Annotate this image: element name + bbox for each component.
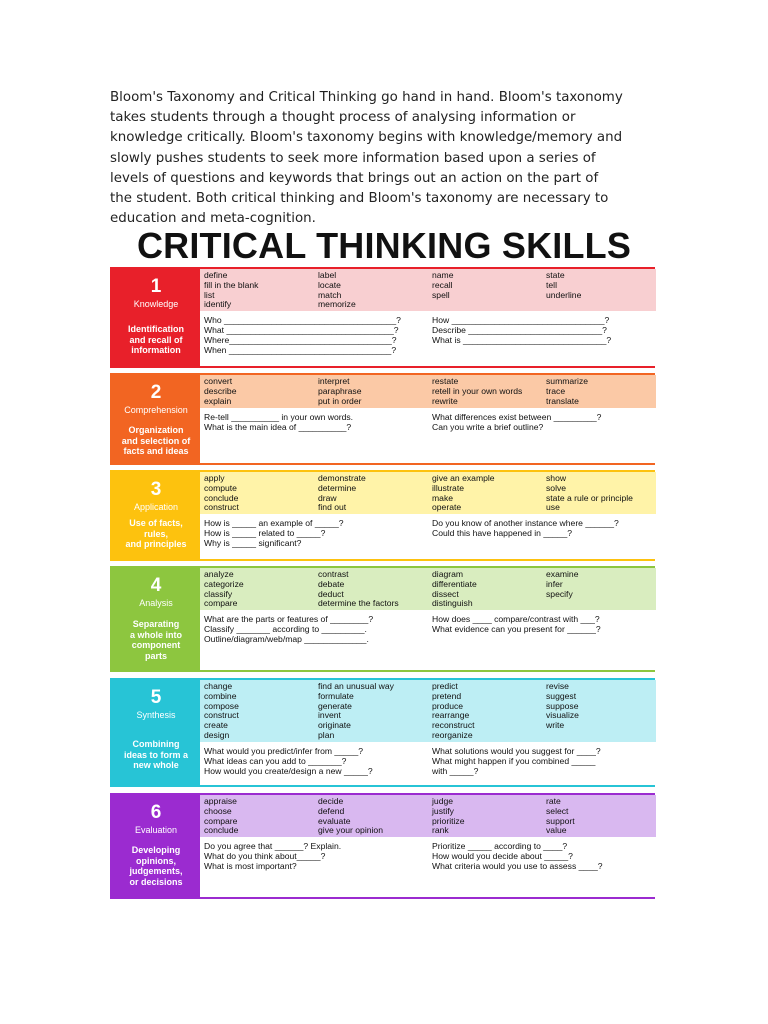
intro-line: Bloom's Taxonomy and Critical Thinking go hand in hand. Bloom's taxonomy [110,90,623,105]
description-line: and principles [125,539,187,549]
keyword: prioritize [432,815,465,826]
keyword: draw [318,492,337,503]
question: What criteria would you use to assess ____? [432,861,603,871]
description-line: opinions, [136,855,176,866]
keyword: dissect [432,588,459,599]
level-label [112,795,200,897]
question: How ________________________________? [432,315,610,325]
keyword [432,300,546,310]
keyword: identify [204,299,232,310]
question: What evidence can you present for ______? [432,624,601,634]
keyword: decide [318,796,344,806]
level-number: 6 [150,802,162,823]
level-content [200,472,656,559]
keyword: describe [204,385,237,396]
keyword: differentiate [432,578,477,589]
question: How would you decide about _____? [432,851,573,861]
keyword: compare [204,598,238,609]
question: Do you know of another instance where ______? [432,518,619,528]
question: What solutions would you suggest for ____? [432,746,601,756]
keyword: retell in your own words [432,385,523,396]
questions-right [432,841,656,895]
keyword: compute [204,482,237,493]
keyword: illustrate [432,482,464,493]
keyword: state a rule or principle [546,492,633,503]
level-description [116,425,196,457]
keyword: apply [204,473,225,483]
questions-left [204,614,432,668]
description-line: Developing [131,845,181,855]
description-line: component [131,640,181,650]
intro-line: education and meta-cognition. [110,211,316,227]
keyword: give an example [432,473,495,483]
question: Can you write a brief outline? [432,422,544,432]
keywords-grid [200,680,656,742]
keyword: value [546,825,567,836]
description-line: parts [144,650,167,661]
question: When __________________________________? [204,345,397,355]
keyword: define [204,270,228,280]
keyword: name [432,270,454,280]
description-line: Use of facts, [129,518,183,528]
keyword: list [204,289,215,300]
keyword: determine [318,482,357,493]
level-analysis [110,566,655,672]
keyword: invent [318,710,341,721]
level-label [112,269,200,366]
level-evaluation [110,793,655,899]
description-line: rules, [143,528,168,539]
description-line: Identification [128,324,184,334]
question: Do you agree that ______? Explain. [204,841,342,851]
keyword: rearrange [432,710,470,721]
keyword: recall [432,279,453,290]
keywords-grid [200,375,656,408]
level-name: Application [133,502,179,512]
keyword: examine [546,569,579,579]
keyword: operate [432,502,462,513]
keyword [546,731,656,741]
keyword: infer [546,578,563,589]
question: What is most important? [204,861,297,871]
keyword: compare [204,815,238,826]
keyword: originate [318,720,351,731]
questions-right [432,614,656,668]
question: How would you create/design a new _____? [204,766,373,776]
keyword: use [546,502,560,513]
question: Re-tell __________ in your own words. [204,412,354,422]
description-line: and selection of [121,435,191,446]
keyword: diagram [432,569,464,579]
keyword: specify [546,588,573,599]
questions-left [204,841,432,895]
questions-grid [200,742,656,785]
keyword: conclude [204,492,239,503]
keyword: restate [432,376,459,386]
keyword: formulate [318,690,354,701]
intro-line: takes students through a thought process of analysing information or [110,110,576,126]
question: How does ____ compare/contrast with ___? [432,614,600,624]
level-description [116,324,196,356]
intro-line: knowledge critically. Bloom's taxonomy begins with knowledge/memory and [110,130,623,146]
keyword: state [546,270,565,280]
question: Why is _____ significant? [204,538,302,548]
keywords-grid [200,568,656,610]
level-name: Evaluation [134,825,178,835]
level-description [116,619,196,661]
keyword: label [318,270,337,280]
keyword: suggest [546,690,577,701]
keyword [546,300,656,310]
level-knowledge [110,267,655,368]
description-line: information [131,345,181,355]
questions-left [204,518,432,557]
keyword: classify [204,588,233,599]
keywords-grid [200,795,656,837]
keyword: debate [318,578,345,589]
keyword: visualize [546,710,579,721]
keyword: rewrite [432,395,458,406]
keyword: solve [546,482,567,493]
level-name: Comprehension [124,405,188,415]
keyword: construct [204,502,239,513]
keyword: distinguish [432,598,473,609]
question: What do you think about_____? [204,851,326,861]
questions-left [204,315,432,364]
keyword: spell [432,289,450,300]
level-content [200,269,656,366]
intro-line: slowly pushes students to seek more information based upon a series of [110,150,596,166]
intro-line: levels of questions and keywords that brings out an action on the part of [110,170,599,186]
level-number: 5 [150,687,162,708]
keyword: defend [318,805,345,816]
keyword: demonstrate [318,473,366,483]
questions-grid [200,837,656,897]
keyword: select [546,805,569,816]
question: What differences exist between _________? [432,412,602,422]
question: Could this have happened in _____? [432,528,573,538]
level-synthesis [110,678,655,787]
level-content [200,568,656,670]
level-label [112,568,200,670]
question: What ideas can you add to _______? [204,756,347,766]
keyword: generate [318,700,352,711]
level-application [110,470,655,561]
level-name: Analysis [139,598,173,608]
level-name: Synthesis [136,710,176,720]
keyword: fill in the blank [204,279,259,290]
description-line: ideas to form a [123,749,188,760]
keyword: explain [204,395,232,406]
description-line: a whole into [129,629,182,640]
keyword: find out [318,502,347,513]
keyword: design [204,729,230,740]
keyword: paraphrase [318,385,362,396]
keyword: match [318,289,342,300]
keyword: change [204,681,233,691]
question: Outline/diagram/web/map _____________. [204,634,369,644]
keyword: reconstruct [432,720,475,731]
keyword: categorize [204,578,244,589]
question: with _____? [432,766,479,776]
description-line: Separating [132,619,180,629]
keyword [546,599,656,609]
keyword: rate [546,796,561,806]
keyword: rank [432,825,449,836]
description-line: or decisions [129,876,183,887]
keyword: interpret [318,376,350,386]
level-label [112,472,200,559]
keyword: analyze [204,569,234,579]
level-label [112,375,200,463]
questions-grid [200,408,656,463]
description-line: Organization [128,425,184,435]
keyword: tell [546,279,557,290]
description-line: judgements, [129,866,183,876]
questions-grid [200,610,656,670]
keyword: suppose [546,700,579,711]
keyword: justify [432,805,454,816]
question: How is _____ related to _____? [204,528,326,538]
level-content [200,795,656,897]
description-line: Combining [132,739,180,749]
keyword: contrast [318,569,349,579]
questions-left [204,412,432,461]
keyword: memorize [318,299,356,310]
keyword: choose [204,805,232,816]
question: Describe ____________________________? [432,325,607,335]
keyword: write [546,720,565,731]
keyword: convert [204,376,233,386]
description-line: and recall of [129,334,183,345]
keyword: predict [432,681,458,691]
keyword: find an unusual way [318,681,394,691]
level-number: 3 [150,479,162,500]
keyword: produce [432,700,464,711]
level-description [116,518,196,550]
keyword: support [546,815,575,826]
question: What is the main idea of __________? [204,422,352,432]
question: Prioritize _____ according to ____? [432,841,568,851]
keyword: revise [546,681,569,691]
keyword: show [546,473,567,483]
keyword: reorganize [432,729,473,740]
intro-line: the student. Both critical thinking and Bloom's taxonomy are necessary to [110,191,609,207]
keyword: combine [204,690,237,701]
question: How is _____ an example of _____? [204,518,344,528]
questions-right [432,746,656,783]
level-label [112,680,200,785]
level-comprehension [110,373,655,465]
question: Who ____________________________________? [204,315,401,325]
keyword: conclude [204,825,239,836]
level-number: 1 [150,276,162,297]
keyword: create [204,720,228,731]
keyword: deduct [318,588,344,599]
description-line: facts and ideas [123,446,189,456]
level-number: 2 [150,382,162,403]
keyword: judge [432,796,454,806]
keywords-grid [200,269,656,311]
questions-grid [200,311,656,366]
keyword: construct [204,710,239,721]
question: What ___________________________________? [204,325,399,335]
keyword: translate [546,395,579,406]
keyword: give your opinion [318,825,383,836]
keywords-grid [200,472,656,514]
question: What is ______________________________? [432,335,612,345]
keyword: appraise [204,796,237,806]
questions-right [432,315,656,364]
keyword: plan [318,729,335,740]
question: What are the parts or features of ________? [204,614,374,624]
keyword: compose [204,700,239,711]
keyword: summarize [546,376,589,386]
level-content [200,680,656,785]
level-number: 4 [150,575,162,596]
keyword: locate [318,279,341,290]
description-line: new whole [133,760,179,770]
questions-right [432,518,656,557]
question: Classify _______ according to _________. [204,624,367,634]
chart-title: CRITICAL THINKING SKILLS [136,225,632,266]
questions-grid [200,514,656,559]
keyword: determine the factors [318,598,399,609]
keyword: make [432,492,454,503]
question: What might happen if you combined _____ [432,756,596,766]
question: What would you predict/infer from _____? [204,746,364,756]
keyword: trace [546,385,566,396]
intro-paragraph [110,88,658,229]
questions-left [204,746,432,783]
keyword: underline [546,289,582,300]
question: Where__________________________________? [204,335,397,345]
level-description [116,739,196,771]
questions-right [432,412,656,461]
keyword: put in order [318,395,362,406]
level-description [116,845,196,887]
keyword: pretend [432,690,462,701]
level-content [200,375,656,463]
keyword: evaluate [318,815,351,826]
level-name: Knowledge [133,299,179,309]
